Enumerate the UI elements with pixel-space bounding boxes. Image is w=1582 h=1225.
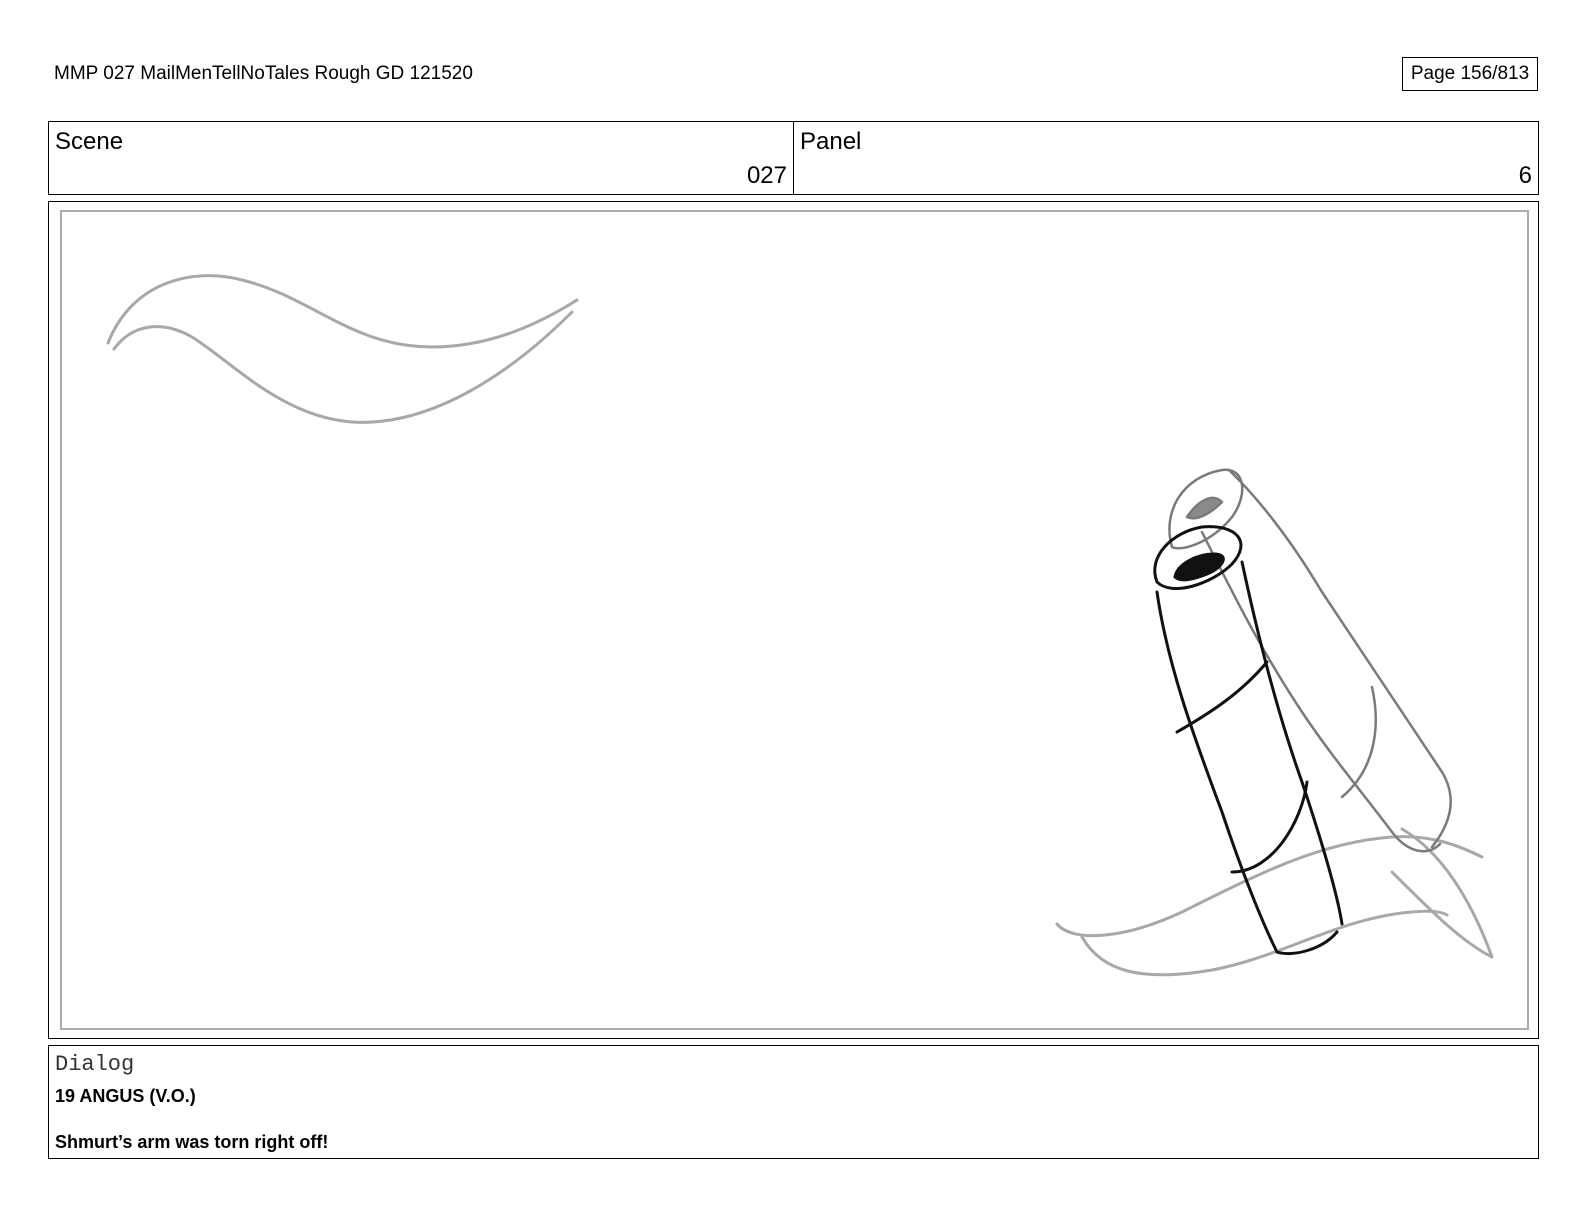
scene-label: Scene bbox=[55, 128, 124, 155]
wave-upper-top-stroke bbox=[108, 276, 577, 347]
document-title: MMP 027 MailMenTellNoTales Rough GD 121520 bbox=[54, 63, 473, 84]
arm-sketch-black bbox=[1155, 527, 1342, 954]
scene-cell bbox=[49, 122, 793, 194]
wave-lower-bottom-stroke bbox=[1082, 911, 1447, 975]
wave-sketch-upper bbox=[108, 276, 577, 423]
dialog-heading: Dialog bbox=[55, 1052, 135, 1077]
scene-number: 027 bbox=[746, 162, 787, 189]
arm-gray-bottom-end bbox=[1392, 832, 1440, 851]
dialog-box bbox=[48, 1045, 1539, 1159]
arm-gray-socket-shade bbox=[1187, 498, 1222, 518]
panel-cell bbox=[793, 122, 1538, 194]
dialog-line: Shmurt’s arm was torn right off! bbox=[55, 1132, 329, 1152]
arm-black-left-edge bbox=[1157, 592, 1277, 952]
panel-label: Panel bbox=[800, 128, 862, 155]
storyboard-sketch bbox=[62, 212, 1527, 1028]
storyboard-panel-area bbox=[60, 210, 1529, 1030]
wave-upper-bottom-stroke bbox=[114, 312, 572, 422]
arm-gray-left-edge bbox=[1202, 532, 1392, 832]
scene-panel-info-row bbox=[48, 121, 1539, 195]
arm-black-right-edge bbox=[1242, 562, 1342, 924]
page-number-badge: Page 156/813 bbox=[1402, 57, 1538, 91]
panel-number: 6 bbox=[1518, 162, 1532, 189]
arm-gray-right-edge bbox=[1229, 470, 1451, 847]
dialog-speaker: 19 ANGUS (V.O.) bbox=[55, 1086, 196, 1106]
arm-gray-elbow bbox=[1342, 687, 1376, 797]
arm-black-bottom-end bbox=[1277, 932, 1337, 954]
storyboard-frame bbox=[48, 201, 1539, 1039]
wave-lower-tail-stroke bbox=[1392, 829, 1492, 957]
